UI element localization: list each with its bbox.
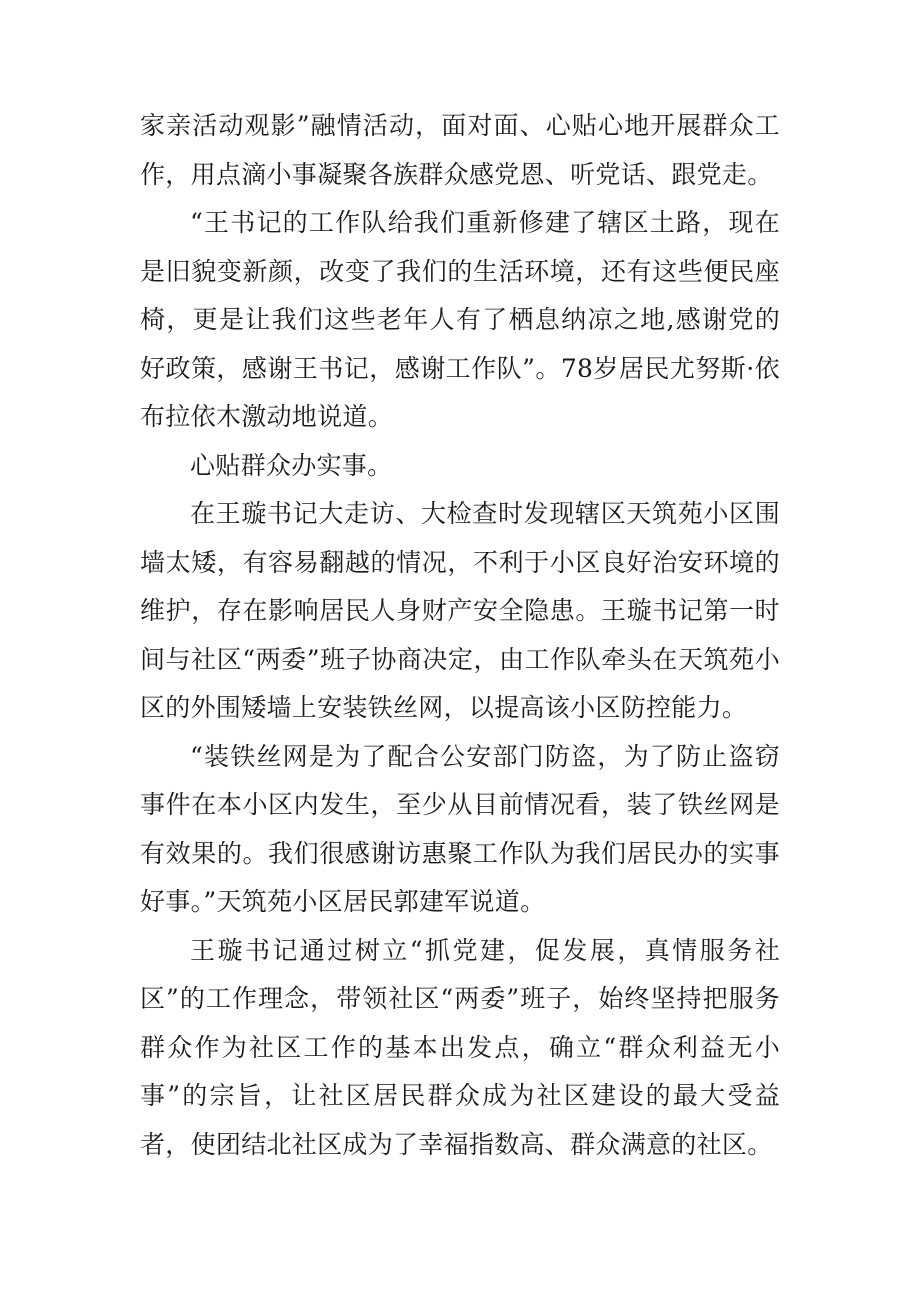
paragraph-fence-story: 在王璇书记大走访、大检查时发现辖区天筑苑小区围墙太矮，有容易翻越的情况，不利于小区良好治安环境的维护，存在影响居民人身财产安全隐患。王璇书记第一时间与社区“两委”班子协商决定，由工作队牵头在天筑苑小区的外围矮墙上安装铁丝网，以提高该小区防控能力。 xyxy=(140,499,780,722)
paragraph-quote-resident: “王书记的工作队给我们重新修建了辖区土路，现在是旧貌变新颜，改变了我们的生活环境，还有这些便民座椅，更是让我们这些老年人有了栖息纳凉之地,感谢党的好政策，感谢王书记，感谢工作队”。78岁居民尤努斯·依布拉依木激动地说道。 xyxy=(140,208,780,431)
paragraph-quote-guo: “装铁丝网是为了配合公安部门防盗，为了防止盗窃事件在本小区内发生，至少从目前情况看，装了铁丝网是有效果的。我们很感谢访惠聚工作队为我们居民办的实事好事。”天筑苑小区居民郭建军说道。 xyxy=(140,741,780,916)
paragraph-summary: 王璇书记通过树立“抓党建，促发展，真情服务社区”的工作理念，带领社区“两委”班子，始终坚持把服务群众作为社区工作的基本出发点，确立“群众利益无小事”的宗旨，让社区居民群众成为社区建设的最大受益者，使团结北社区成为了幸福指数高、群众满意的社区。 xyxy=(140,935,780,1159)
document-body xyxy=(140,102,780,1169)
paragraph-continuation: 家亲活动观影”融情活动，面对面、心贴心地开展群众工作，用点滴小事凝聚各族群众感党恩、听党话、跟党走。 xyxy=(140,111,780,189)
section-heading: 心贴群众办实事。 xyxy=(190,450,393,480)
